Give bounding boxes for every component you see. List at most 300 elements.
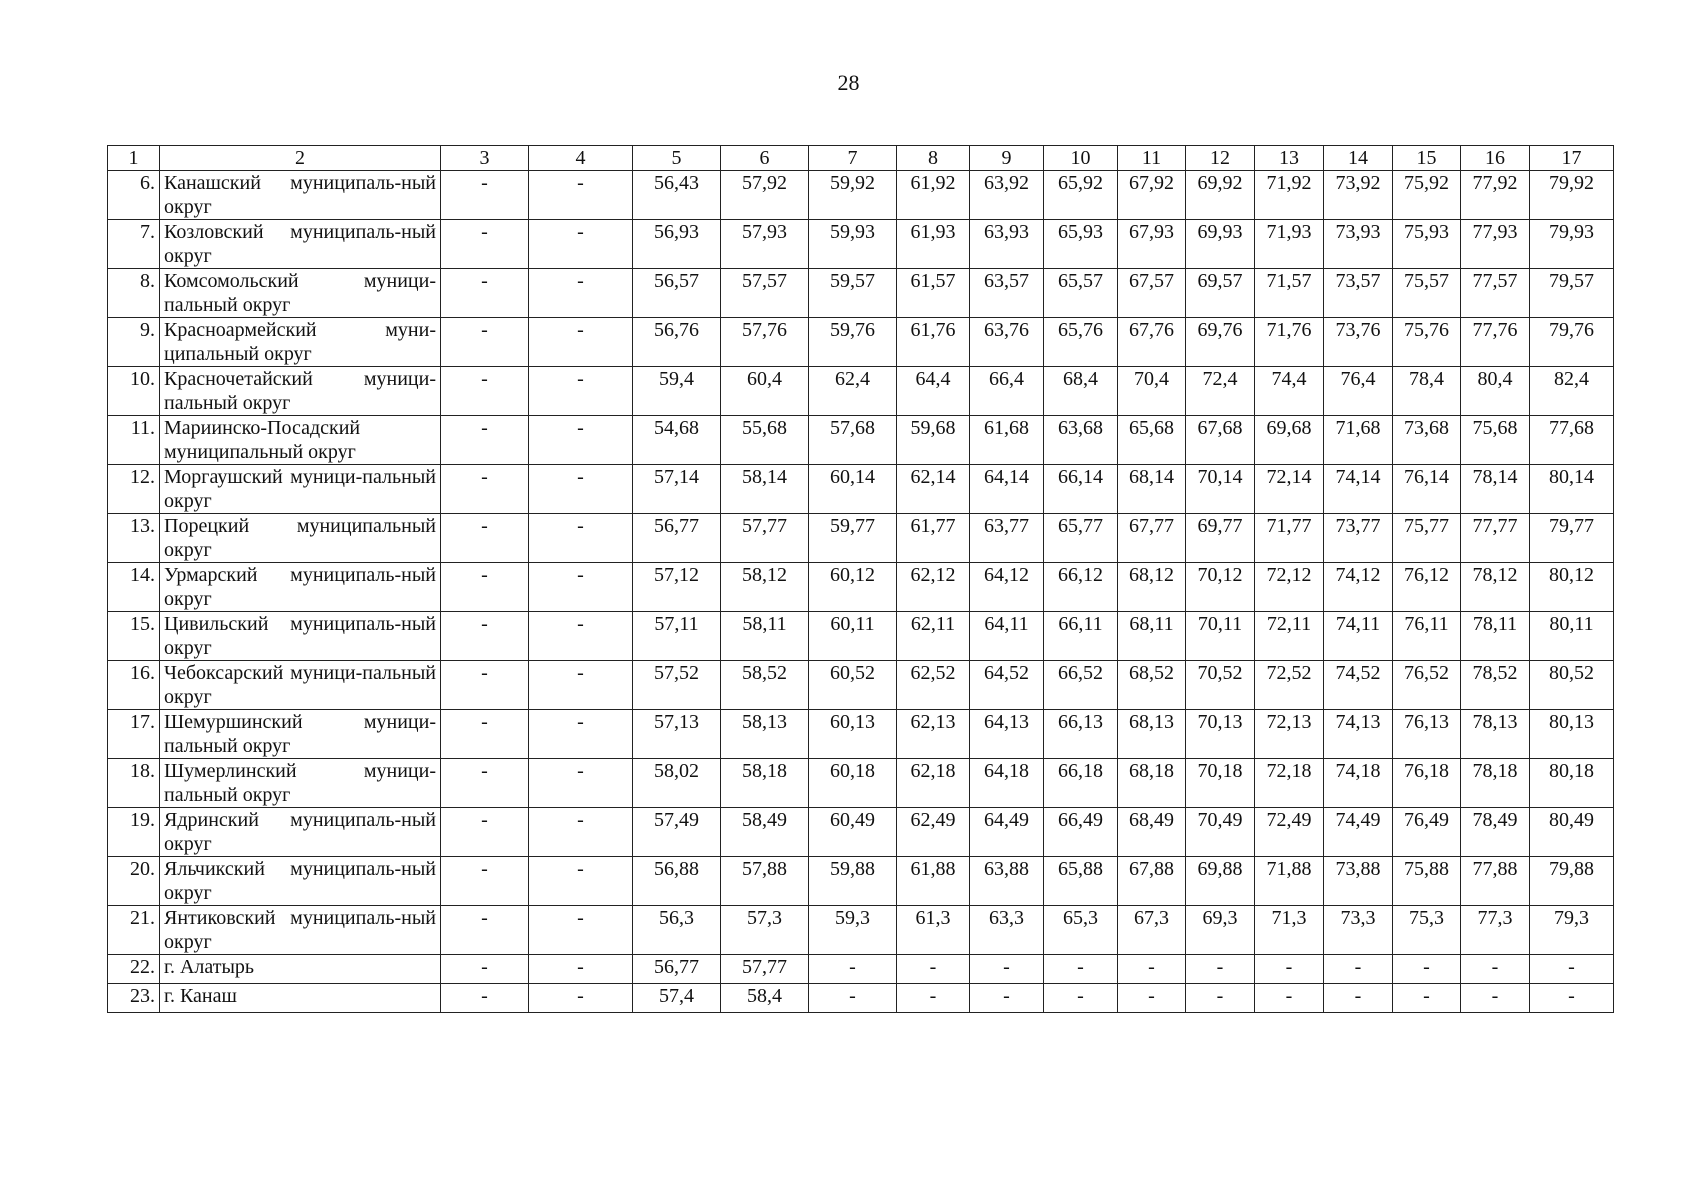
value-cell: 68,14 <box>1118 465 1186 514</box>
table-row <box>108 984 1614 1013</box>
column-header: 4 <box>529 146 633 171</box>
district-name: Моргаушский муници-пальный округ <box>160 465 441 514</box>
value-cell: - <box>1461 984 1530 1013</box>
value-cell: 58,13 <box>721 710 809 759</box>
page-number: 28 <box>837 70 860 95</box>
row-number: 8. <box>108 269 160 318</box>
value-cell: 56,77 <box>633 514 721 563</box>
value-cell: 63,76 <box>970 318 1044 367</box>
value-cell: 66,18 <box>1044 759 1118 808</box>
value-cell: 67,77 <box>1118 514 1186 563</box>
value-cell: 73,77 <box>1324 514 1393 563</box>
value-cell: - <box>1186 984 1255 1013</box>
value-cell: 65,68 <box>1118 416 1186 465</box>
district-name: Козловский муниципаль-ный округ <box>160 220 441 269</box>
value-cell: 80,49 <box>1530 808 1614 857</box>
value-cell: 58,49 <box>721 808 809 857</box>
value-cell: - <box>529 367 633 416</box>
column-header: 7 <box>809 146 897 171</box>
table-row <box>108 318 1614 367</box>
value-cell: 73,93 <box>1324 220 1393 269</box>
value-cell: 74,14 <box>1324 465 1393 514</box>
value-cell: 79,93 <box>1530 220 1614 269</box>
value-cell: - <box>529 220 633 269</box>
value-cell: 67,76 <box>1118 318 1186 367</box>
value-cell: 74,12 <box>1324 563 1393 612</box>
value-cell: 74,11 <box>1324 612 1393 661</box>
value-cell: - <box>1530 955 1614 984</box>
value-cell: 56,76 <box>633 318 721 367</box>
value-cell: 71,3 <box>1255 906 1324 955</box>
district-name: Красночетайский муници-пальный округ <box>160 367 441 416</box>
column-header: 17 <box>1530 146 1614 171</box>
value-cell: 72,13 <box>1255 710 1324 759</box>
value-cell: - <box>441 367 529 416</box>
value-cell: 76,52 <box>1393 661 1461 710</box>
value-cell: 79,92 <box>1530 171 1614 220</box>
value-cell: - <box>529 661 633 710</box>
value-cell: 56,57 <box>633 269 721 318</box>
value-cell: 65,57 <box>1044 269 1118 318</box>
value-cell: 59,93 <box>809 220 897 269</box>
value-cell: 72,11 <box>1255 612 1324 661</box>
value-cell: 82,4 <box>1530 367 1614 416</box>
value-cell: 69,68 <box>1255 416 1324 465</box>
table-row <box>108 171 1614 220</box>
value-cell: 57,13 <box>633 710 721 759</box>
value-cell: 64,4 <box>897 367 970 416</box>
value-cell: - <box>441 710 529 759</box>
value-cell: 72,49 <box>1255 808 1324 857</box>
value-cell: - <box>529 563 633 612</box>
value-cell: - <box>1393 955 1461 984</box>
value-cell: 74,18 <box>1324 759 1393 808</box>
column-header: 8 <box>897 146 970 171</box>
value-cell: - <box>441 955 529 984</box>
value-cell: 75,93 <box>1393 220 1461 269</box>
header-row <box>108 146 1614 171</box>
value-cell: 79,3 <box>1530 906 1614 955</box>
value-cell: 60,13 <box>809 710 897 759</box>
value-cell: - <box>441 465 529 514</box>
value-cell: - <box>441 984 529 1013</box>
district-name: Мариинско-Посадский муниципальный округ <box>160 416 441 465</box>
table-row <box>108 514 1614 563</box>
value-cell: 57,12 <box>633 563 721 612</box>
value-cell: - <box>1393 984 1461 1013</box>
value-cell: 65,92 <box>1044 171 1118 220</box>
value-cell: 64,11 <box>970 612 1044 661</box>
value-cell: 79,77 <box>1530 514 1614 563</box>
district-name: г. Алатырь <box>160 955 441 984</box>
value-cell: 80,4 <box>1461 367 1530 416</box>
value-cell: - <box>441 514 529 563</box>
value-cell: 61,77 <box>897 514 970 563</box>
value-cell: 57,11 <box>633 612 721 661</box>
value-cell: 74,49 <box>1324 808 1393 857</box>
value-cell: - <box>441 857 529 906</box>
value-cell: 57,93 <box>721 220 809 269</box>
value-cell: 62,52 <box>897 661 970 710</box>
value-cell: 78,14 <box>1461 465 1530 514</box>
value-cell: 73,68 <box>1393 416 1461 465</box>
district-name: Шемуршинский муници-пальный округ <box>160 710 441 759</box>
value-cell: 59,3 <box>809 906 897 955</box>
value-cell: 73,88 <box>1324 857 1393 906</box>
value-cell: 72,14 <box>1255 465 1324 514</box>
value-cell: 65,76 <box>1044 318 1118 367</box>
value-cell: 69,92 <box>1186 171 1255 220</box>
value-cell: 77,3 <box>1461 906 1530 955</box>
value-cell: 66,13 <box>1044 710 1118 759</box>
value-cell: - <box>529 955 633 984</box>
table-row <box>108 269 1614 318</box>
value-cell: - <box>441 661 529 710</box>
value-cell: - <box>529 318 633 367</box>
value-cell: 78,49 <box>1461 808 1530 857</box>
value-cell: 67,68 <box>1186 416 1255 465</box>
value-cell: - <box>970 955 1044 984</box>
value-cell: - <box>441 318 529 367</box>
data-table <box>107 145 1614 1013</box>
value-cell: - <box>897 955 970 984</box>
value-cell: 77,88 <box>1461 857 1530 906</box>
value-cell: 63,88 <box>970 857 1044 906</box>
value-cell: 57,3 <box>721 906 809 955</box>
value-cell: 69,76 <box>1186 318 1255 367</box>
column-header: 15 <box>1393 146 1461 171</box>
value-cell: 63,3 <box>970 906 1044 955</box>
value-cell: - <box>441 759 529 808</box>
value-cell: 61,68 <box>970 416 1044 465</box>
value-cell: 70,52 <box>1186 661 1255 710</box>
column-header: 1 <box>108 146 160 171</box>
value-cell: - <box>1461 955 1530 984</box>
value-cell: 72,18 <box>1255 759 1324 808</box>
value-cell: 70,13 <box>1186 710 1255 759</box>
value-cell: 73,3 <box>1324 906 1393 955</box>
value-cell: 77,76 <box>1461 318 1530 367</box>
value-cell: - <box>529 514 633 563</box>
value-cell: 62,13 <box>897 710 970 759</box>
value-cell: - <box>529 416 633 465</box>
value-cell: 80,11 <box>1530 612 1614 661</box>
value-cell: 76,11 <box>1393 612 1461 661</box>
value-cell: 63,77 <box>970 514 1044 563</box>
value-cell: 64,49 <box>970 808 1044 857</box>
district-name: Янтиковский муниципаль-ный округ <box>160 906 441 955</box>
value-cell: 79,88 <box>1530 857 1614 906</box>
value-cell: 80,14 <box>1530 465 1614 514</box>
value-cell: - <box>441 808 529 857</box>
value-cell: 71,92 <box>1255 171 1324 220</box>
value-cell: 80,12 <box>1530 563 1614 612</box>
value-cell: 68,49 <box>1118 808 1186 857</box>
value-cell: 67,3 <box>1118 906 1186 955</box>
value-cell: - <box>529 171 633 220</box>
value-cell: 56,77 <box>633 955 721 984</box>
value-cell: 54,68 <box>633 416 721 465</box>
value-cell: 75,57 <box>1393 269 1461 318</box>
value-cell: - <box>441 612 529 661</box>
value-cell: 73,92 <box>1324 171 1393 220</box>
value-cell: 80,13 <box>1530 710 1614 759</box>
row-number: 13. <box>108 514 160 563</box>
table-row <box>108 220 1614 269</box>
value-cell: 58,4 <box>721 984 809 1013</box>
table-row <box>108 857 1614 906</box>
value-cell: 61,88 <box>897 857 970 906</box>
value-cell: - <box>529 710 633 759</box>
value-cell: 67,88 <box>1118 857 1186 906</box>
value-cell: 78,11 <box>1461 612 1530 661</box>
value-cell: 71,76 <box>1255 318 1324 367</box>
value-cell: 62,11 <box>897 612 970 661</box>
value-cell: 71,88 <box>1255 857 1324 906</box>
value-cell: - <box>529 857 633 906</box>
district-name: Комсомольский муници-пальный округ <box>160 269 441 318</box>
value-cell: 58,11 <box>721 612 809 661</box>
value-cell: 60,18 <box>809 759 897 808</box>
value-cell: 62,4 <box>809 367 897 416</box>
value-cell: - <box>1044 984 1118 1013</box>
row-number: 12. <box>108 465 160 514</box>
row-number: 23. <box>108 984 160 1013</box>
district-name: Порецкий муниципальный округ <box>160 514 441 563</box>
value-cell: 59,4 <box>633 367 721 416</box>
value-cell: 69,3 <box>1186 906 1255 955</box>
value-cell: - <box>441 220 529 269</box>
value-cell: 66,49 <box>1044 808 1118 857</box>
value-cell: 68,52 <box>1118 661 1186 710</box>
value-cell: 78,18 <box>1461 759 1530 808</box>
value-cell: 70,14 <box>1186 465 1255 514</box>
value-cell: - <box>529 759 633 808</box>
value-cell: 76,4 <box>1324 367 1393 416</box>
value-cell: - <box>1186 955 1255 984</box>
value-cell: 65,88 <box>1044 857 1118 906</box>
value-cell: 78,4 <box>1393 367 1461 416</box>
value-cell: - <box>1255 984 1324 1013</box>
value-cell: 74,4 <box>1255 367 1324 416</box>
value-cell: - <box>441 416 529 465</box>
value-cell: 68,13 <box>1118 710 1186 759</box>
row-number: 16. <box>108 661 160 710</box>
value-cell: - <box>441 269 529 318</box>
row-number: 19. <box>108 808 160 857</box>
value-cell: 57,57 <box>721 269 809 318</box>
value-cell: 66,14 <box>1044 465 1118 514</box>
value-cell: 59,77 <box>809 514 897 563</box>
value-cell: 60,49 <box>809 808 897 857</box>
value-cell: 76,14 <box>1393 465 1461 514</box>
value-cell: 75,77 <box>1393 514 1461 563</box>
value-cell: 73,57 <box>1324 269 1393 318</box>
column-header: 9 <box>970 146 1044 171</box>
value-cell: 60,52 <box>809 661 897 710</box>
district-name: г. Канаш <box>160 984 441 1013</box>
value-cell: 58,12 <box>721 563 809 612</box>
table-row <box>108 367 1614 416</box>
table-row <box>108 808 1614 857</box>
value-cell: 58,52 <box>721 661 809 710</box>
value-cell: 59,92 <box>809 171 897 220</box>
value-cell: 57,52 <box>633 661 721 710</box>
value-cell: 56,43 <box>633 171 721 220</box>
value-cell: 60,12 <box>809 563 897 612</box>
column-header: 6 <box>721 146 809 171</box>
value-cell: 78,52 <box>1461 661 1530 710</box>
value-cell: 70,11 <box>1186 612 1255 661</box>
value-cell: 69,93 <box>1186 220 1255 269</box>
table-row <box>108 416 1614 465</box>
value-cell: - <box>1530 984 1614 1013</box>
value-cell: 65,93 <box>1044 220 1118 269</box>
value-cell: 71,93 <box>1255 220 1324 269</box>
value-cell: 75,3 <box>1393 906 1461 955</box>
value-cell: 68,11 <box>1118 612 1186 661</box>
column-header: 5 <box>633 146 721 171</box>
value-cell: 71,68 <box>1324 416 1393 465</box>
row-number: 11. <box>108 416 160 465</box>
value-cell: 63,93 <box>970 220 1044 269</box>
value-cell: 57,14 <box>633 465 721 514</box>
value-cell: 64,13 <box>970 710 1044 759</box>
value-cell: 69,88 <box>1186 857 1255 906</box>
value-cell: 56,93 <box>633 220 721 269</box>
row-number: 17. <box>108 710 160 759</box>
value-cell: 70,49 <box>1186 808 1255 857</box>
value-cell: 67,93 <box>1118 220 1186 269</box>
value-cell: 57,68 <box>809 416 897 465</box>
value-cell: 78,12 <box>1461 563 1530 612</box>
value-cell: 67,57 <box>1118 269 1186 318</box>
value-cell: 62,49 <box>897 808 970 857</box>
value-cell: 55,68 <box>721 416 809 465</box>
value-cell: 58,18 <box>721 759 809 808</box>
value-cell: 67,92 <box>1118 171 1186 220</box>
column-header: 14 <box>1324 146 1393 171</box>
row-number: 21. <box>108 906 160 955</box>
row-number: 7. <box>108 220 160 269</box>
value-cell: 70,12 <box>1186 563 1255 612</box>
value-cell: 66,12 <box>1044 563 1118 612</box>
value-cell: 75,88 <box>1393 857 1461 906</box>
row-number: 6. <box>108 171 160 220</box>
column-header: 13 <box>1255 146 1324 171</box>
value-cell: - <box>1118 984 1186 1013</box>
district-name: Красноармейский муни-ципальный округ <box>160 318 441 367</box>
column-header: 3 <box>441 146 529 171</box>
district-name: Яльчикский муниципаль-ный округ <box>160 857 441 906</box>
value-cell: 57,77 <box>721 514 809 563</box>
row-number: 14. <box>108 563 160 612</box>
value-cell: 59,68 <box>897 416 970 465</box>
table-row <box>108 612 1614 661</box>
value-cell: 57,4 <box>633 984 721 1013</box>
value-cell: 63,68 <box>1044 416 1118 465</box>
value-cell: 80,52 <box>1530 661 1614 710</box>
value-cell: 68,4 <box>1044 367 1118 416</box>
value-cell: 69,57 <box>1186 269 1255 318</box>
value-cell: - <box>809 984 897 1013</box>
value-cell: 76,49 <box>1393 808 1461 857</box>
value-cell: 57,76 <box>721 318 809 367</box>
value-cell: 72,4 <box>1186 367 1255 416</box>
value-cell: 59,76 <box>809 318 897 367</box>
value-cell: - <box>529 465 633 514</box>
value-cell: - <box>441 171 529 220</box>
value-cell: - <box>529 984 633 1013</box>
value-cell: 77,92 <box>1461 171 1530 220</box>
column-header: 10 <box>1044 146 1118 171</box>
value-cell: 79,57 <box>1530 269 1614 318</box>
value-cell: 63,92 <box>970 171 1044 220</box>
value-cell: 60,4 <box>721 367 809 416</box>
value-cell: 56,3 <box>633 906 721 955</box>
value-cell: 60,14 <box>809 465 897 514</box>
value-cell: 57,92 <box>721 171 809 220</box>
value-cell: 79,76 <box>1530 318 1614 367</box>
value-cell: 57,77 <box>721 955 809 984</box>
district-name: Шумерлинский муници-пальный округ <box>160 759 441 808</box>
value-cell: 58,14 <box>721 465 809 514</box>
value-cell: 62,18 <box>897 759 970 808</box>
value-cell: 66,52 <box>1044 661 1118 710</box>
value-cell: 77,93 <box>1461 220 1530 269</box>
value-cell: 75,76 <box>1393 318 1461 367</box>
value-cell: 62,14 <box>897 465 970 514</box>
value-cell: 65,77 <box>1044 514 1118 563</box>
value-cell: 58,02 <box>633 759 721 808</box>
row-number: 10. <box>108 367 160 416</box>
table-body <box>108 146 1614 1013</box>
value-cell: 77,57 <box>1461 269 1530 318</box>
value-cell: 72,52 <box>1255 661 1324 710</box>
district-name: Урмарский муниципаль-ный округ <box>160 563 441 612</box>
value-cell: - <box>529 906 633 955</box>
value-cell: - <box>441 563 529 612</box>
value-cell: 76,18 <box>1393 759 1461 808</box>
value-cell: 76,13 <box>1393 710 1461 759</box>
district-name: Цивильский муниципаль-ный округ <box>160 612 441 661</box>
value-cell: - <box>1324 984 1393 1013</box>
value-cell: - <box>529 808 633 857</box>
value-cell: 70,4 <box>1118 367 1186 416</box>
district-name: Канашский муниципаль-ный округ <box>160 171 441 220</box>
value-cell: 69,77 <box>1186 514 1255 563</box>
value-cell: 73,76 <box>1324 318 1393 367</box>
value-cell: 72,12 <box>1255 563 1324 612</box>
column-header: 2 <box>160 146 441 171</box>
value-cell: 80,18 <box>1530 759 1614 808</box>
value-cell: 56,88 <box>633 857 721 906</box>
row-number: 18. <box>108 759 160 808</box>
value-cell: 76,12 <box>1393 563 1461 612</box>
district-name: Ядринский муниципаль-ный округ <box>160 808 441 857</box>
value-cell: 57,88 <box>721 857 809 906</box>
value-cell: 64,14 <box>970 465 1044 514</box>
value-cell: - <box>441 906 529 955</box>
value-cell: 60,11 <box>809 612 897 661</box>
table-row <box>108 759 1614 808</box>
value-cell: 64,18 <box>970 759 1044 808</box>
value-cell: 66,4 <box>970 367 1044 416</box>
value-cell: 75,68 <box>1461 416 1530 465</box>
value-cell: - <box>529 612 633 661</box>
table-row <box>108 955 1614 984</box>
column-header: 12 <box>1186 146 1255 171</box>
